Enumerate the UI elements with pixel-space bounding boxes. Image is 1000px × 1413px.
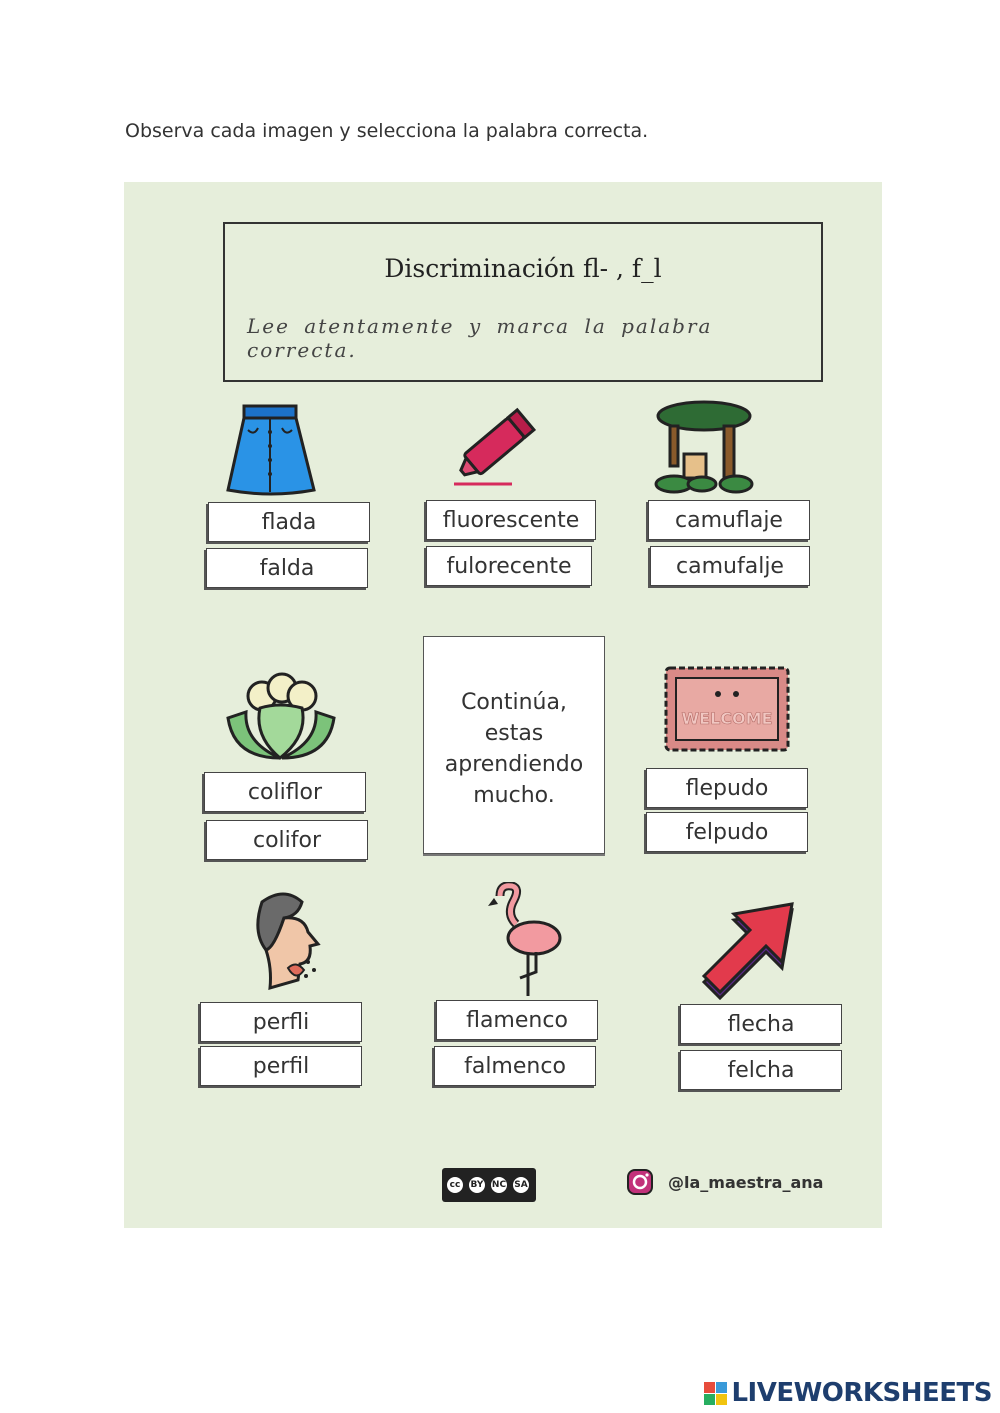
option-coliflor[interactable]: coliflor: [204, 772, 366, 812]
option-felcha[interactable]: felcha: [680, 1050, 842, 1090]
option-perfli[interactable]: perfli: [200, 1002, 362, 1042]
option-flamenco[interactable]: flamenco: [436, 1000, 598, 1040]
worksheet-subtitle: Lee atentamente y marca la palabra correcta.: [247, 314, 713, 362]
header-box: [223, 222, 823, 382]
brand-name: LIVEWORKSHEETS: [731, 1378, 992, 1408]
option-felpudo[interactable]: felpudo: [646, 812, 808, 852]
cauliflower-icon: [224, 672, 338, 762]
profile-head-icon: [244, 888, 326, 992]
option-falda[interactable]: falda: [206, 548, 368, 588]
option-camufalje[interactable]: camufalje: [650, 546, 810, 586]
cc-icon: cc: [445, 1175, 465, 1195]
option-perfil[interactable]: perfil: [200, 1046, 362, 1086]
instagram-icon: [626, 1168, 654, 1196]
by-icon: BY: [467, 1175, 487, 1195]
message-line: aprendiendo: [444, 752, 584, 777]
option-flepudo[interactable]: flepudo: [646, 768, 808, 808]
worksheet: [124, 182, 882, 1228]
option-camuflaje[interactable]: camuflaje: [648, 500, 810, 540]
flamingo-icon: [484, 882, 564, 1000]
instruction-text: Observa cada imagen y selecciona la palabra correcta.: [125, 120, 649, 142]
option-flecha[interactable]: flecha: [680, 1004, 842, 1044]
skirt-icon: [224, 402, 318, 498]
sa-icon: SA: [511, 1175, 531, 1195]
doormat-label: WELCOME: [681, 709, 773, 728]
encouragement-box: [423, 636, 605, 854]
highlighter-icon: [450, 396, 546, 490]
liveworksheets-icon: [704, 1382, 727, 1405]
instagram-handle: @la_maestra_ana: [668, 1172, 824, 1192]
nc-icon: NC: [489, 1175, 509, 1195]
camouflage-tree-icon: [654, 398, 754, 494]
message-line: Continúa,: [461, 690, 567, 715]
option-fulorecente[interactable]: fulorecente: [426, 546, 592, 586]
doormat-icon: [662, 664, 792, 754]
option-colifor[interactable]: colifor: [206, 820, 368, 860]
option-falmenco[interactable]: falmenco: [434, 1046, 596, 1086]
message-line: mucho.: [473, 783, 555, 808]
worksheet-title: Discriminación fl- , f_l: [384, 254, 662, 283]
option-fluorescente[interactable]: fluorescente: [426, 500, 596, 540]
message-line: estas: [484, 721, 544, 746]
liveworksheets-logo[interactable]: [704, 1378, 992, 1408]
creative-commons-badge: [442, 1168, 536, 1202]
option-flada[interactable]: flada: [208, 502, 370, 542]
arrow-icon: [694, 900, 798, 1000]
instagram-credit: [626, 1168, 823, 1196]
